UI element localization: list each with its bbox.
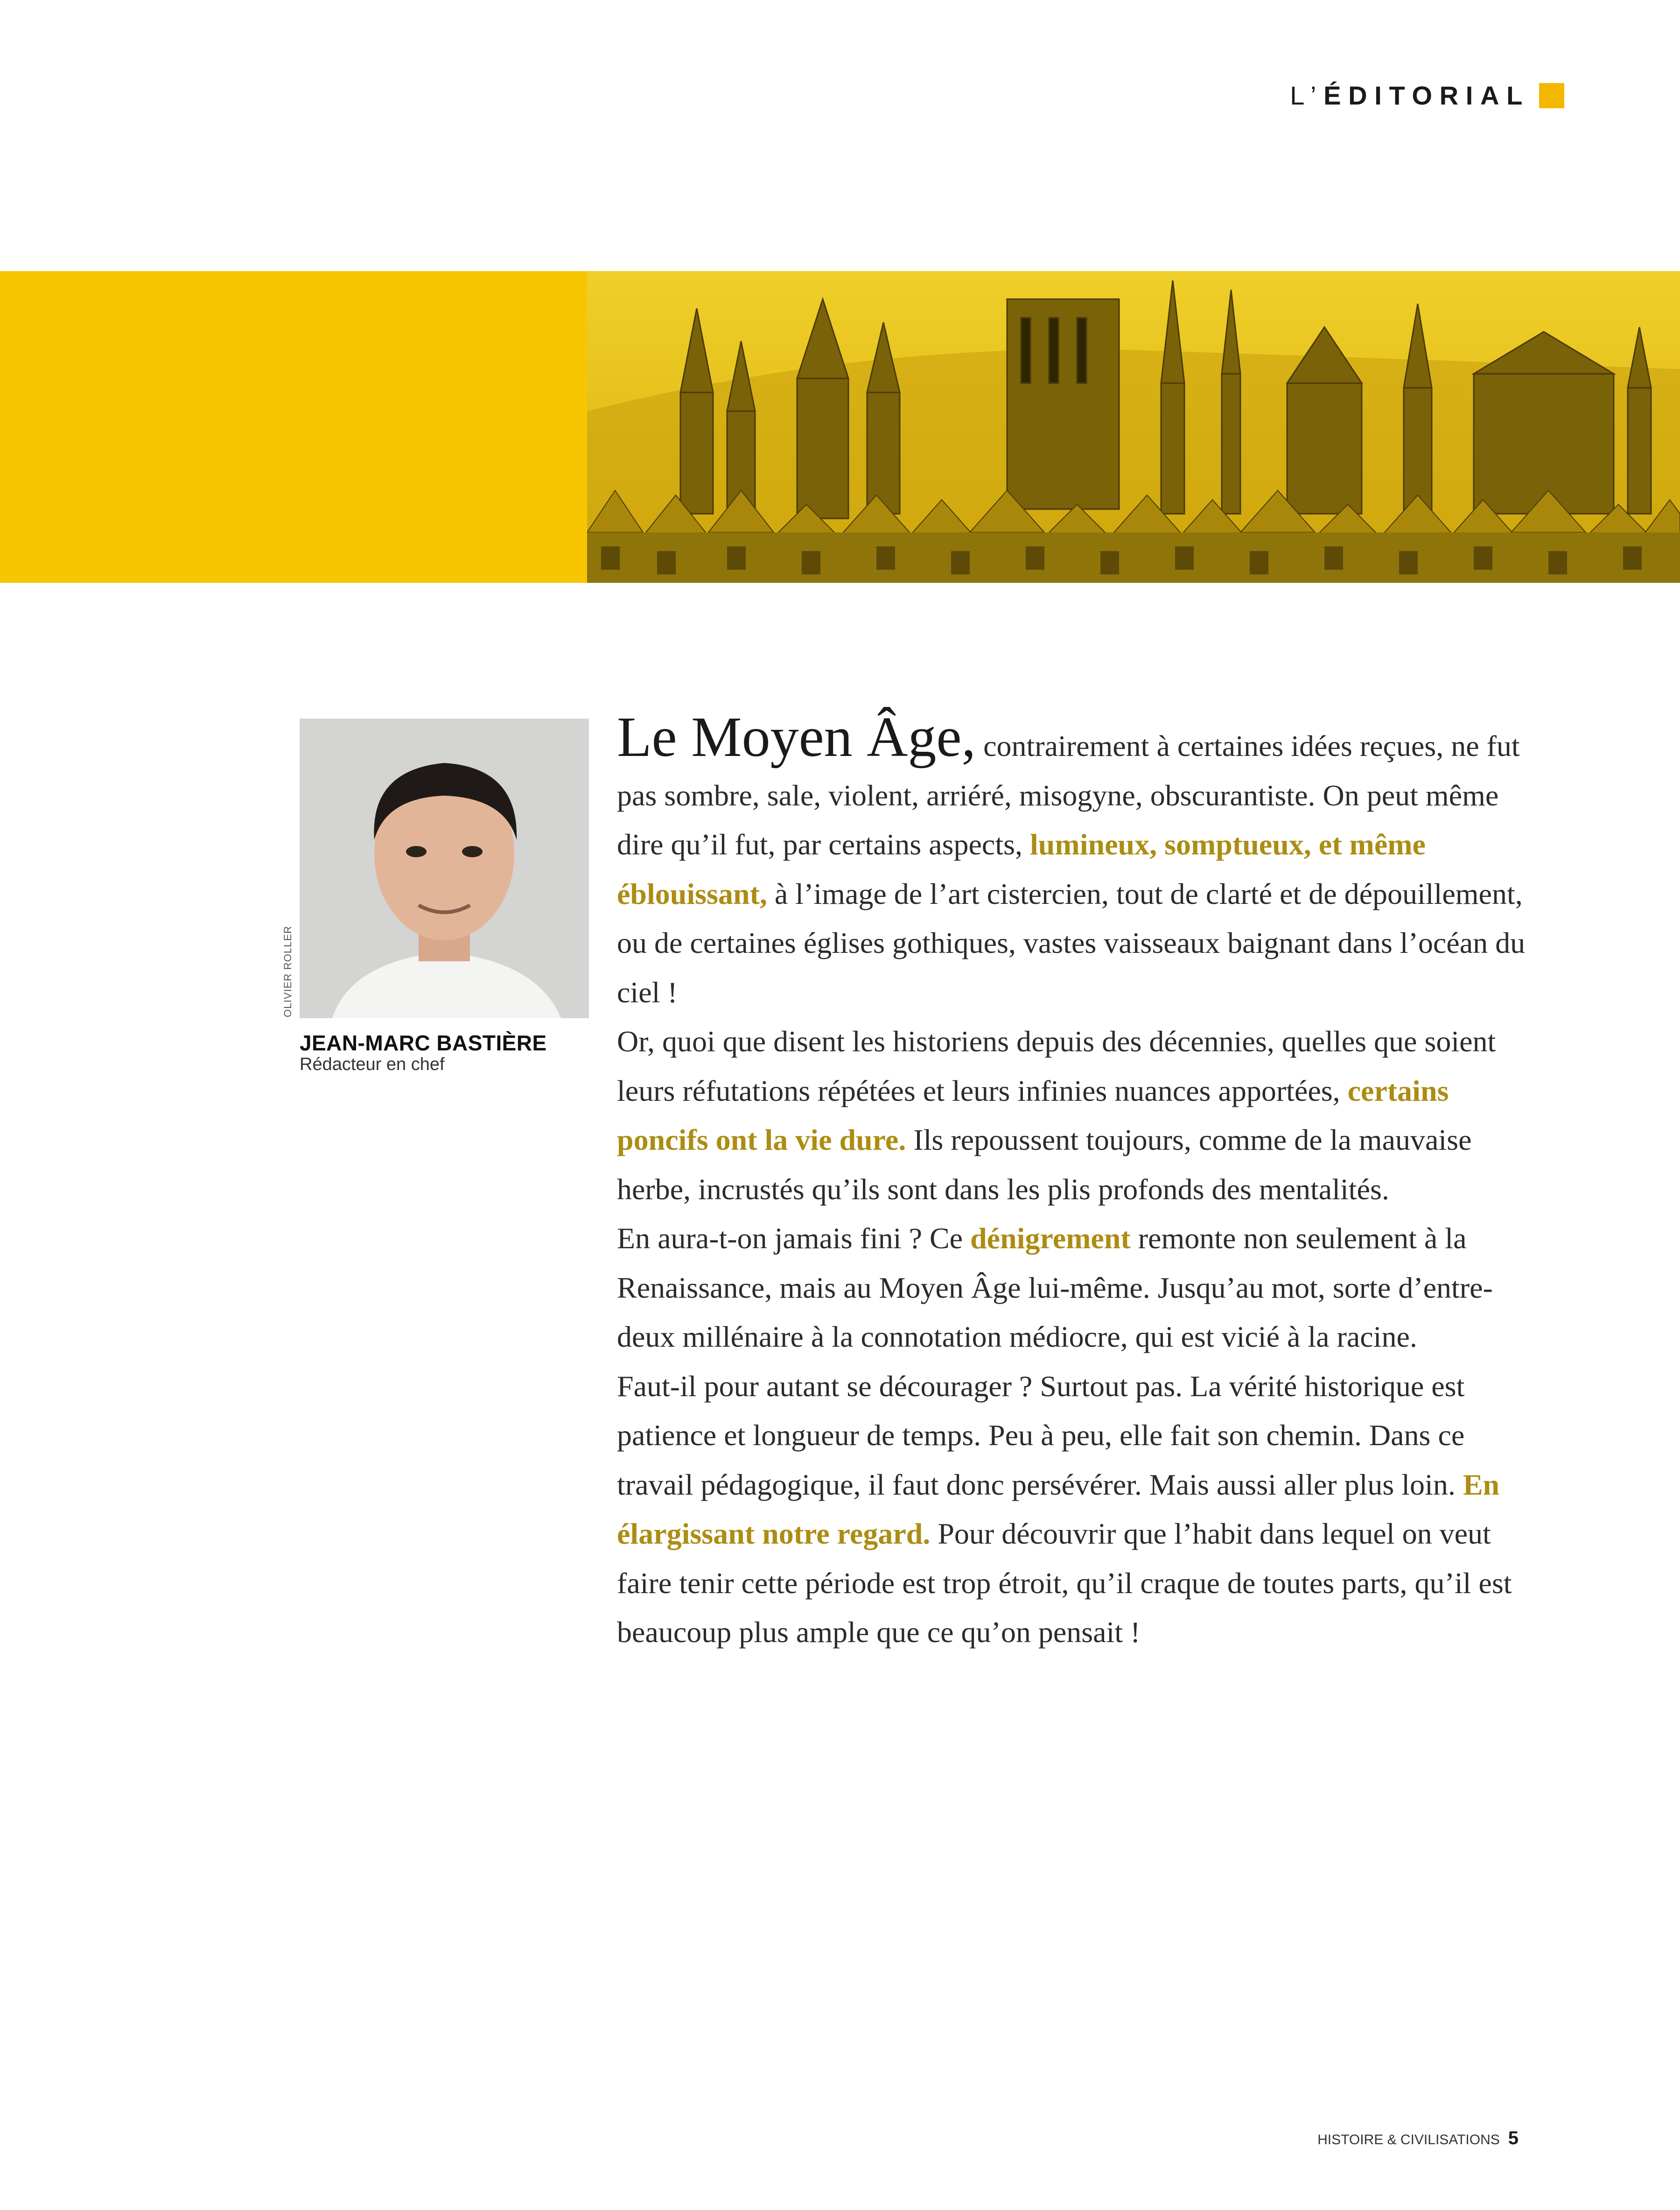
editorial-paragraph-2 [617,1017,1532,1214]
paragraph-text: contrairement à certaines idées reçues, ne fut pas sombre, sale, violent, arriéré, misogyne, obscurantiste. On peut même dire qu’il fut, par certains aspects, [617,729,1520,861]
paragraph-text: Ils repoussent toujours, comme de la mauvaise herbe, incrustés qu’ils sont dans les plis profonds des mentalités. [617,1123,1472,1206]
section-label-title: ÉDITORIAL [1323,81,1530,110]
section-marker-square [1539,83,1564,108]
paragraph-text: remonte non seulement à la Renaissance, mais au Moyen Âge lui-même. Jusqu’au mot, sorte d’entre-deux millénaire à la connotation médiocre, qui est vicié à la racine. [617,1222,1493,1353]
author-name: JEAN-MARC BASTIÈRE [300,1031,547,1055]
banner-illustration [587,271,1680,583]
paragraph-text: Pour découvrir que l’habit dans lequel on veut faire tenir cette période est trop étroit, qu’il craque de toutes parts, qu’il est beaucoup plus ample que ce qu’on pensait ! [617,1517,1512,1649]
section-label-prefix: L’ [1290,81,1324,110]
page-footer [1317,2128,1519,2149]
highlight-text: En élargissant notre regard. [617,1468,1500,1550]
banner-color-block [0,271,587,583]
author-portrait-image [300,719,589,1018]
paragraph-text: Faut-il pour autant se décourager ? Surtout pas. La vérité historique est patience et longueur de temps. Peu à peu, elle fait son chemin. Dans ce travail pédagogique, il faut donc persévérer. Mais aussi aller plus loin. [617,1369,1465,1501]
paragraph-text: à l’image de l’art cistercien, tout de clarté et de dépouillement, ou de certaines églises gothiques, vastes vaisseaux baignant dans l’océan du ciel ! [617,877,1526,1009]
magazine-name: HISTOIRE & CIVILISATIONS [1317,2132,1500,2147]
section-label [1290,80,1564,111]
medieval-city-illustration [587,271,1680,583]
page-number: 5 [1508,2128,1519,2148]
paragraph-text: Or, quoi que disent les historiens depuis des décennies, quelles que soient leurs réfutations répétées et leurs infinies nuances apportées, [617,1025,1496,1107]
highlight-text: certains poncifs ont la vie dure. [617,1074,1449,1156]
editorial-paragraph-1 [617,706,1532,1017]
editorial-paragraph-4 [617,1362,1532,1657]
editorial-text [617,706,1532,1657]
author-role: Rédacteur en chef [300,1055,445,1074]
editorial-lead: Le Moyen Âge, [617,706,976,769]
highlight-text: dénigrement [970,1222,1131,1255]
paragraph-text: En aura-t-on jamais fini ? Ce [617,1222,971,1255]
editorial-paragraph-3 [617,1214,1532,1362]
author-photo [300,719,589,1018]
photo-credit: OLIVIER ROLLER [282,925,294,1017]
highlight-text: lumineux, somptueux, et même éblouissant, [617,828,1426,910]
